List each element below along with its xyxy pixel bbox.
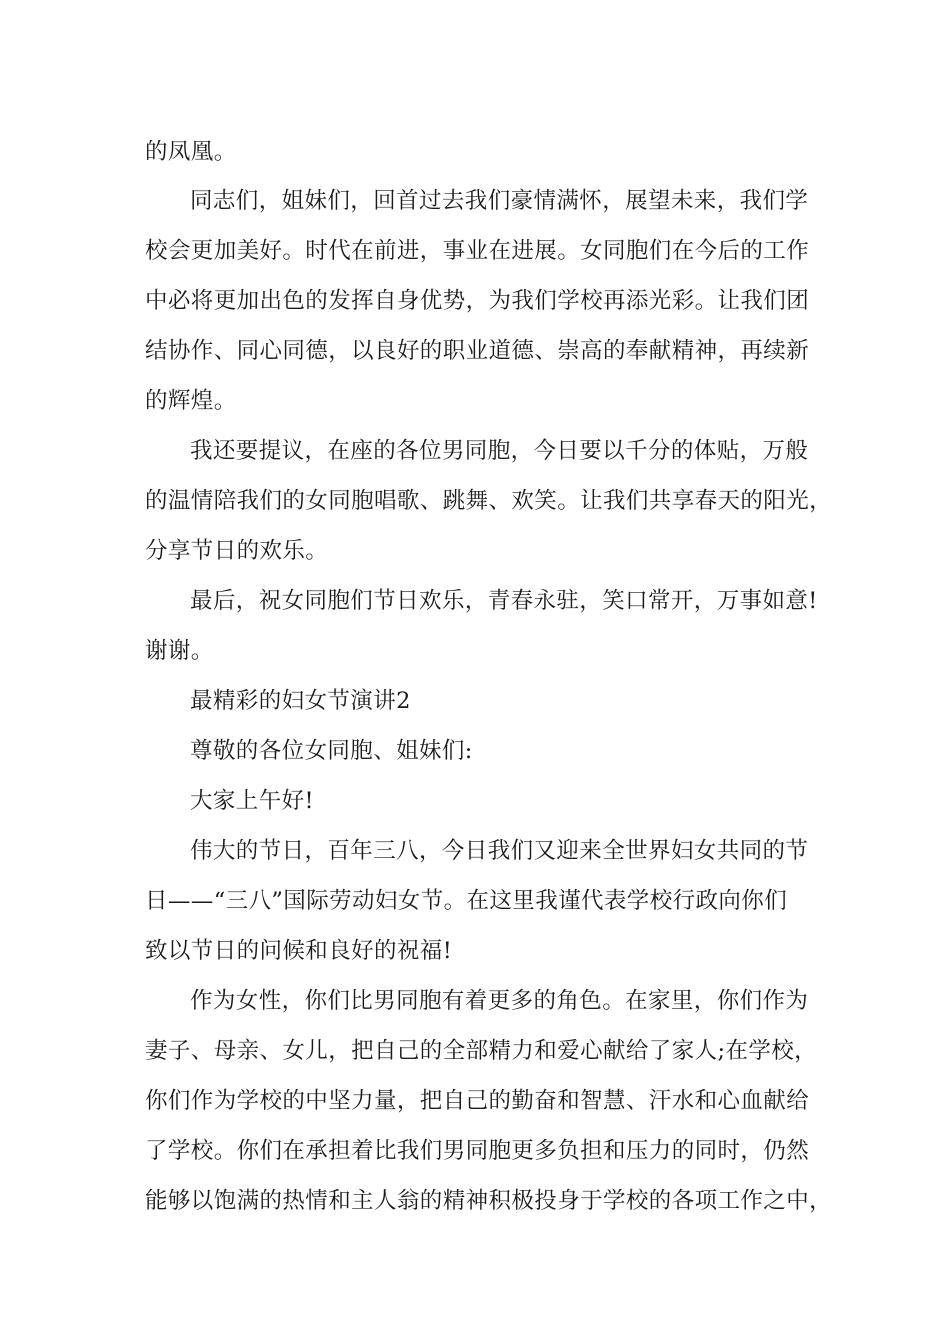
text-line: 致以节日的问候和良好的祝福! [145,938,453,964]
text-line: 结协作、同心同德，以良好的职业道德、崇高的奉献精神，再续新 [145,338,810,364]
text-line: 你们作为学校的中坚力量，把自己的勤奋和智慧、汗水和心血献给 [145,1088,810,1114]
text-line: 谢谢。 [145,638,214,664]
text-line: 妻子、母亲、女儿，把自己的全部精力和爱心献给了家人;在学校， [145,1038,818,1064]
text-line: 了学校。你们在承担着比我们男同胞更多负担和压力的同时，仍然 [145,1138,810,1164]
text-line: 分享节日的欢乐。 [145,538,329,564]
text-line: 的温情陪我们的女同胞唱歌、跳舞、欢笑。让我们共享春天的阳光， [145,488,833,514]
greeting: 大家上午好! [190,788,314,814]
paragraph-start: 最后，祝女同胞们节日欢乐，青春永驻，笑口常开，万事如意! [190,588,818,614]
text-line: 日——“三八”国际劳动妇女节。在这里我谨代表学校行政向你们 [145,888,788,914]
paragraph-start: 伟大的节日，百年三八，今日我们又迎来全世界妇女共同的节 [190,838,809,864]
paragraph-start: 我还要提议，在座的各位男同胞，今日要以千分的体贴，万般 [190,438,809,464]
text-line: 能够以饱满的热情和主人翁的精神积极投身于学校的各项工作之中， [145,1188,833,1214]
text-line: 的辉煌。 [145,388,237,414]
salutation: 尊敬的各位女同胞、姐妹们: [190,738,473,764]
text-line: 中必将更加出色的发挥自身优势，为我们学校再添光彩。让我们团 [145,288,810,314]
paragraph-start: 作为女性，你们比男同胞有着更多的角色。在家里，你们作为 [190,988,809,1014]
text-line: 的凤凰。 [145,139,237,165]
text-line: 校会更加美好。时代在前进，事业在进展。女同胞们在今后的工作 [145,238,810,264]
section-title: 最精彩的妇女节演讲2 [190,688,411,714]
paragraph-start: 同志们，姐妹们，回首过去我们豪情满怀，展望未来，我们学 [190,188,809,214]
